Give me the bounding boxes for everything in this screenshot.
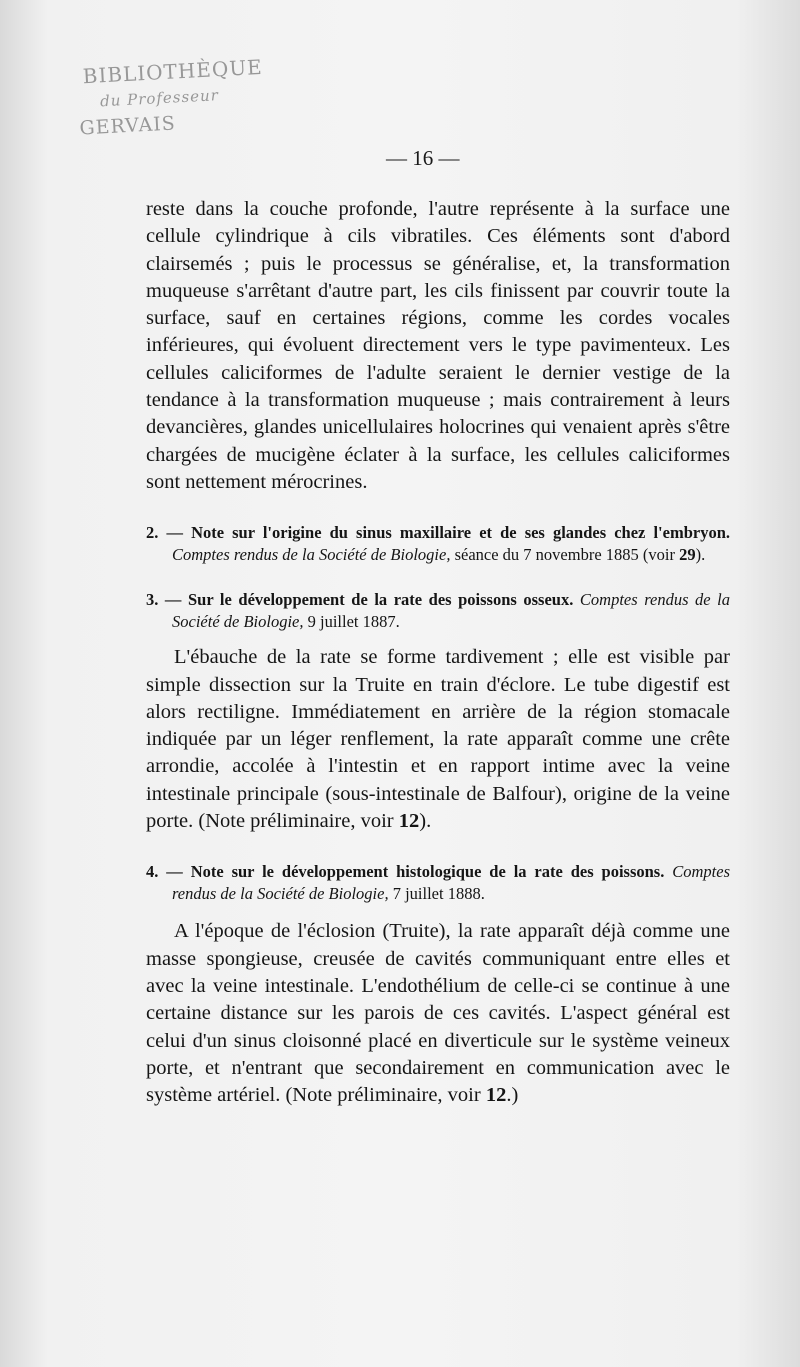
- reference-date: séance du 7 novembre 1885 (voir: [454, 544, 675, 564]
- reference-journal: Comptes rendus de la Société de Biologie,: [172, 590, 731, 631]
- reference-title: Note sur l'origine du sinus maxillaire et de ses glandes chez l'embryon.: [191, 523, 730, 543]
- reference-number: 4. —: [146, 862, 183, 882]
- reference-journal: Comptes rendus de la Société de Biologie,: [172, 862, 731, 903]
- paragraph-histology: [146, 918, 730, 1109]
- reference-3: [146, 589, 730, 632]
- reference-date: 7 juillet 1888.: [392, 883, 485, 903]
- reference-number: 2. —: [146, 523, 183, 543]
- reference-4: [146, 861, 730, 904]
- paragraph-text: L'ébauche de la rate se forme tardivement ; elle est visible par simple dissection sur la Truite en train d'éclore. Le tube digestif est alors rectiligne. Immédiatement en arrière de la région stomacale indiquée par un léger renflement, la rate apparaît comme une crête arrondie, accolée à l'intestin et en rapport intime avec la veine intestinale principale (sous-intestinale de Balfour), origine de la veine porte. (Note préliminaire, voir: [146, 646, 730, 833]
- paragraph-text: A l'époque de l'éclosion (Truite), la rate apparaît déjà comme une masse spongieuse, creusée de cavités communiquant entre elles et avec la veine intestinale. L'endothélium de celle-ci se continue à une certaine distance sur les parois de ces cavités. L'aspect général est celui d'un sinus cloisonné placé en diverticule sur le système veineux porte, et n'entrant que secondairement en communication avec le système artériel. (Note préliminaire, voir: [146, 920, 730, 1107]
- library-stamp: [76, 53, 290, 142]
- stamp-line-3: GERVAIS: [78, 112, 177, 140]
- reference-date: 9 juillet 1887.: [307, 611, 400, 631]
- reference-title: Sur le développement de la rate des poissons osseux.: [188, 590, 574, 610]
- cross-reference: 12: [398, 810, 420, 833]
- reference-number: 3. —: [146, 590, 182, 610]
- paragraph-continuation: reste dans la couche profonde, l'autre représente à la surface une cellule cylindrique à cils vibratiles. Ces éléments sont d'abord clairsemés ; puis le processus se généralise, et, la transformation muqueuse s'arrêtant d'autre part, les cils finissent par couvrir toute la surface, sauf en certaines régions, comme les cordes vocales inférieures, qui évoluent directement vers le type pavimenteux. Les cellules caliciformes de l'adulte seraient le dernier vestige de la tendance à la transformation muqueuse ; mais contrairement à leurs devancières, glandes unicellulaires holocrines qui venaient après s'être chargées de mucigène éclater à la surface, les cellules caliciformes sont nettement mérocrines.: [146, 198, 730, 493]
- page-number: — 16 —: [386, 146, 460, 170]
- paragraph-text-end: ).: [419, 810, 432, 833]
- cross-reference: 12: [485, 1084, 507, 1107]
- reference-title: Note sur le développement histologique de la rate des poissons.: [190, 862, 665, 882]
- reference-journal: Comptes rendus de la Société de Biologie,: [172, 544, 451, 564]
- stamp-line-2: du Professeur: [99, 86, 220, 111]
- page-content: [146, 196, 730, 1109]
- stamp-line-1: BIBLIOTHÈQUE: [82, 54, 264, 89]
- cross-reference: 29: [679, 544, 696, 564]
- reference-2: [146, 522, 730, 565]
- reference-date-end: ).: [695, 544, 706, 564]
- paragraph-rate-development: [146, 644, 730, 835]
- paragraph-text-end: .): [506, 1084, 519, 1107]
